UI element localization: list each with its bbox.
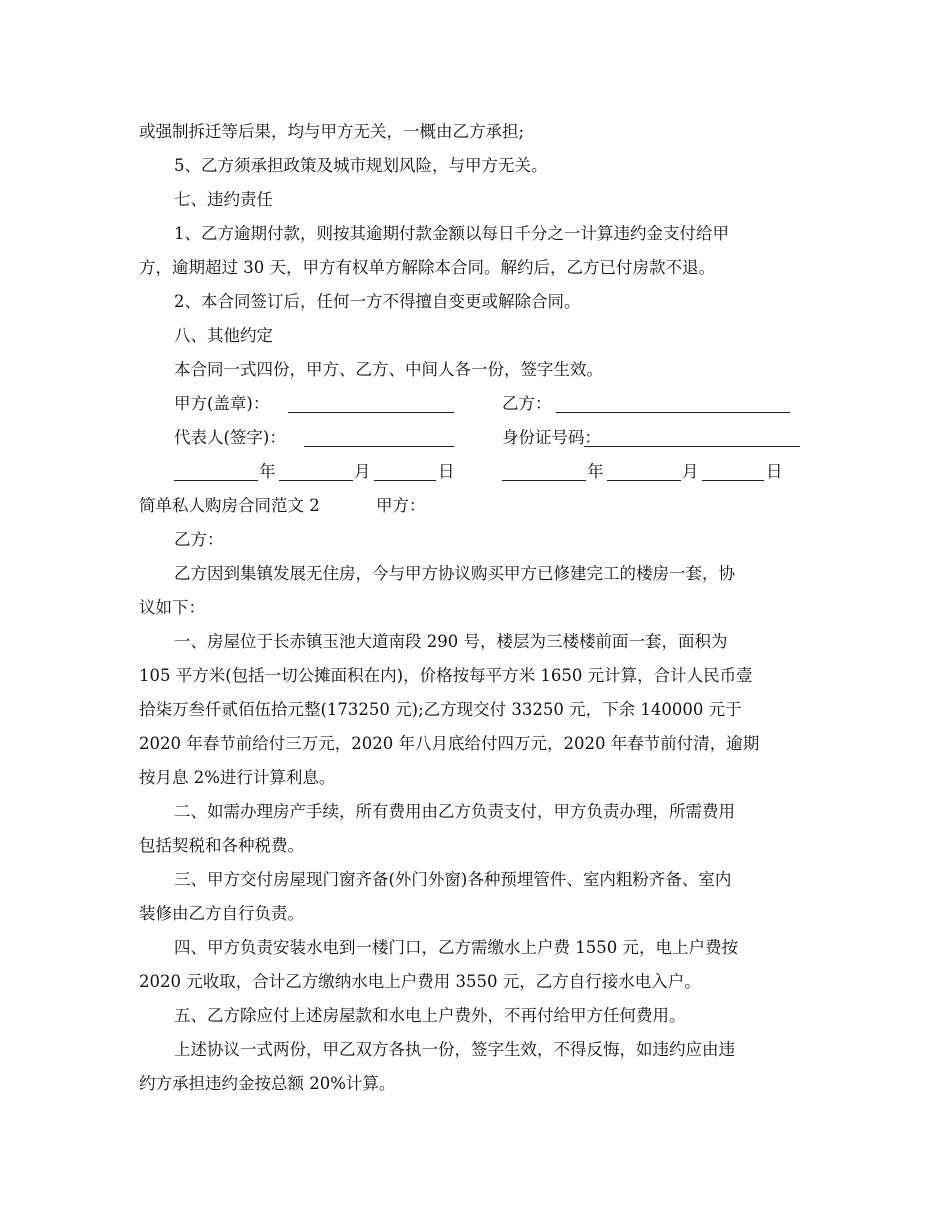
section-heading: 七、违约责任 xyxy=(174,190,273,209)
date-year-label: 年 xyxy=(587,462,604,481)
date-year-label: 年 xyxy=(259,462,276,481)
text-line: 上述协议一式两份，甲乙双方各执一份，签字生效，不得反悔，如违约应由违 xyxy=(174,1040,735,1059)
text-line: 2、本合同签订后，任何一方不得擅自变更或解除合同。 xyxy=(174,292,581,311)
text-line: 乙方： xyxy=(174,530,224,549)
id-number-blank xyxy=(584,445,800,447)
text-line: 包括契税和各种税费。 xyxy=(139,836,304,855)
section-heading: 八、其他约定 xyxy=(174,326,273,345)
text-line: 2020 元收取，合计乙方缴纳水电上户费用 3550 元，乙方自行接水电入户。 xyxy=(139,972,701,991)
date-year-blank xyxy=(502,479,586,481)
text-line: 本合同一式四份，甲方、乙方、中间人各一份，签字生效。 xyxy=(174,360,603,379)
date-year-blank xyxy=(174,479,258,481)
text-line: 或强制拆迁等后果，均与甲方无关，一概由乙方承担; xyxy=(139,122,525,141)
text-line: 5、乙方须承担政策及城市规划风险，与甲方无关。 xyxy=(174,156,548,175)
party-a-seal-blank xyxy=(288,411,454,413)
text-line: 三、甲方交付房屋现门窗齐备(外门外窗)各种预埋管件、室内粗粉齐备、室内 xyxy=(174,870,732,889)
text-line: 2020 年春节前给付三万元，2020 年八月底给付四万元，2020 年春节前付清，逾期 xyxy=(139,734,760,753)
date-month-label: 月 xyxy=(354,462,371,481)
date-day-blank xyxy=(374,479,436,481)
text-line: 五、乙方除应付上述房屋款和水电上户费外，不再付给甲方任何费用。 xyxy=(174,1006,686,1025)
text-line: 1、乙方逾期付款，则按其逾期付款金额以每日千分之一计算违约金支付给甲 xyxy=(174,224,729,243)
text-line: 105 平方米(包括一切公摊面积在内)，价格按每平方米 1650 元计算，合计人民币壹 xyxy=(139,666,753,685)
text-line: 约方承担违约金按总额 20%计算。 xyxy=(139,1074,396,1093)
date-month-blank xyxy=(607,479,681,481)
party-b-blank xyxy=(556,411,790,413)
date-day-label: 日 xyxy=(766,462,783,481)
party-a-seal-label: 甲方(盖章)： xyxy=(174,394,270,413)
party-b-label: 乙方： xyxy=(502,394,552,413)
text-line: 拾柒万叁仟贰佰伍拾元整(173250 元);乙方现交付 33250 元，下余 140000 元于 xyxy=(139,700,742,719)
id-number-label: 身份证号码： xyxy=(502,428,601,447)
text-line: 方，逾期超过 30 天，甲方有权单方解除本合同。解约后，乙方已付房款不退。 xyxy=(139,258,715,277)
text-line: 按月息 2%进行计算利息。 xyxy=(139,768,336,787)
date-day-label: 日 xyxy=(438,462,455,481)
text-line: 议如下： xyxy=(139,598,205,617)
text-line: 乙方因到集镇发展无住房，今与甲方协议购买甲方已修建完工的楼房一套，协 xyxy=(174,564,735,583)
second-contract-title: 简单私人购房合同范文 2 xyxy=(139,496,320,515)
text-line: 二、如需办理房产手续，所有费用由乙方负责支付，甲方负责办理，所需费用 xyxy=(174,802,735,821)
representative-label: 代表人(签字)： xyxy=(174,428,286,447)
date-day-blank xyxy=(702,479,764,481)
representative-blank xyxy=(304,445,454,447)
date-month-label: 月 xyxy=(682,462,699,481)
date-month-blank xyxy=(279,479,353,481)
text-line: 四、甲方负责安装水电到一楼门口，乙方需缴水上户费 1550 元，电上户费按 xyxy=(174,938,738,957)
second-party-a-label: 甲方： xyxy=(376,496,426,515)
text-line: 一、房屋位于长赤镇玉池大道南段 290 号，楼层为三楼楼前面一套，面积为 xyxy=(174,632,728,651)
text-line: 装修由乙方自行负责。 xyxy=(139,904,304,923)
